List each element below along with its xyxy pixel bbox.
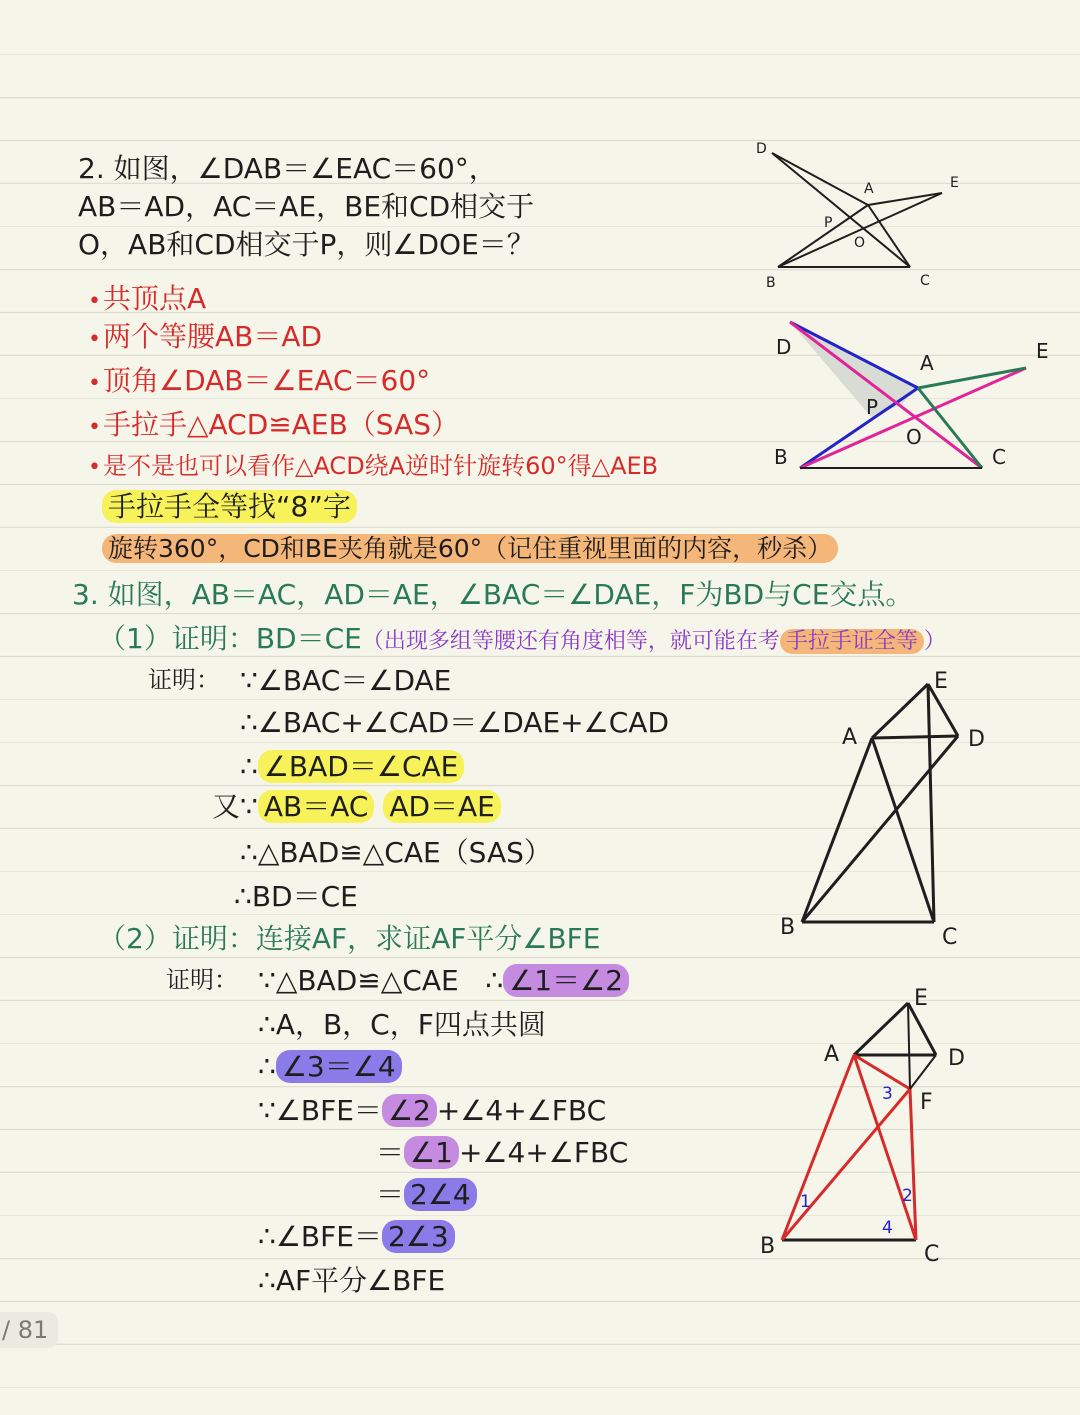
fig1-label-p: P bbox=[824, 215, 833, 231]
proof1-step6: ∴BD＝CE bbox=[234, 880, 358, 913]
proof1-step5: ∴△BAD≌△CAE（SAS） bbox=[240, 836, 552, 869]
proof2-step2: ∴A，B，C，F四点共圆 bbox=[258, 1008, 546, 1041]
note-rotation: •是不是也可以看作△ACD绕A逆时针旋转60°得△AEB bbox=[88, 452, 659, 480]
proof2-step8: ∴AF平分∠BFE bbox=[258, 1264, 446, 1297]
fig3-label-b: B bbox=[780, 915, 796, 940]
tip-find-eight: 手拉手全等找“8”字 bbox=[102, 490, 357, 524]
fig4-label-c: C bbox=[924, 1242, 940, 1267]
proof2-step7: ∴∠BFE＝ 2∠3 bbox=[258, 1220, 455, 1254]
proof2-step6: ＝ 2∠4 bbox=[376, 1178, 477, 1212]
note-common-vertex: •共顶点A bbox=[88, 282, 207, 315]
figure-problem2-colored bbox=[770, 310, 1060, 480]
problem3-question: 3. 如图，AB＝AC，AD＝AE，∠BAC＝∠DAE，F为BD与CE交点。 bbox=[72, 578, 914, 611]
fig4-segment-ef bbox=[908, 1003, 910, 1089]
fig3-segment-ae bbox=[872, 684, 928, 738]
fig2-label-e: E bbox=[1036, 339, 1049, 363]
note-hand-in-hand: •手拉手△ACD≌AEB（SAS） bbox=[88, 408, 460, 441]
note-two-isosceles: •两个等腰AB＝AD bbox=[88, 320, 323, 353]
proof2-step1: ∵△BAD≌△CAE ∴ ∠1＝∠2 bbox=[258, 964, 629, 998]
proof2-step5: ＝ ∠1 +∠4+∠FBC bbox=[376, 1136, 629, 1169]
figure-problem2-sketch bbox=[750, 135, 980, 295]
proof1-step2: ∴∠BAC+∠CAD＝∠DAE+∠CAD bbox=[240, 706, 670, 739]
fig1-label-b: B bbox=[766, 275, 776, 291]
proof1-label: 证明： bbox=[148, 666, 220, 694]
proof1-step4: 又∵ AB＝AC AD＝AE bbox=[212, 790, 501, 824]
fig1-label-d: D bbox=[756, 141, 767, 157]
tip-rotation-360: 旋转360°，CD和BE夹角就是60°（记住重视里面的内容，秒杀） bbox=[102, 534, 838, 564]
note-vertex-angle: •顶角∠DAB＝∠EAC＝60° bbox=[88, 364, 431, 397]
figure-problem3-part1 bbox=[778, 668, 1008, 950]
problem2-question-line1: 2. 如图，∠DAB＝∠EAC＝60°， bbox=[78, 152, 497, 185]
fig4-angle-4: 4 bbox=[882, 1218, 893, 1238]
fig2-segment-dc bbox=[790, 322, 982, 468]
fig4-segment-ab bbox=[782, 1055, 854, 1240]
fig3-label-d: D bbox=[968, 727, 985, 752]
fig1-label-o: O bbox=[854, 235, 866, 251]
problem3-part2: （2）证明：连接AF，求证AF平分∠BFE bbox=[98, 922, 601, 955]
fig1-label-e: E bbox=[950, 175, 959, 191]
fig4-label-e: E bbox=[914, 986, 928, 1011]
proof2-step4: ∵∠BFE＝ ∠2 +∠4+∠FBC bbox=[258, 1094, 607, 1127]
fig1-segment-da bbox=[772, 153, 868, 205]
proof2-step3: ∴ ∠3＝∠4 bbox=[258, 1050, 402, 1084]
fig4-label-d: D bbox=[948, 1046, 965, 1071]
fig4-segment-ae bbox=[854, 1003, 908, 1055]
fig2-label-a: A bbox=[920, 351, 934, 375]
fig2-label-c: C bbox=[992, 445, 1006, 469]
problem3-part1: （1）证明：BD＝CE（出现多组等腰还有角度相等，就可能在考 手拉手证全等 ） bbox=[98, 622, 946, 655]
fig2-label-p: P bbox=[866, 395, 879, 419]
fig1-segment-dc bbox=[772, 153, 910, 267]
fig3-segment-ad bbox=[872, 736, 958, 738]
fig3-segment-ec bbox=[928, 684, 934, 922]
proof2-label: 证明： bbox=[166, 966, 238, 994]
proof1-step3: ∴ ∠BAD＝∠CAE bbox=[240, 750, 464, 784]
fig4-segment-fd bbox=[910, 1055, 936, 1089]
problem2-question-line2: AB＝AD，AC＝AE，BE和CD相交于 bbox=[78, 190, 535, 223]
fig4-angle-2: 2 bbox=[902, 1186, 913, 1206]
fig2-label-b: B bbox=[774, 445, 788, 469]
fig4-angle-1: 1 bbox=[800, 1192, 811, 1212]
fig1-label-a: A bbox=[864, 181, 874, 197]
page-indicator: / 81 bbox=[0, 1312, 58, 1348]
fig3-segment-ac bbox=[872, 738, 934, 922]
fig1-segment-ac bbox=[868, 205, 910, 267]
fig4-angle-3: 3 bbox=[882, 1084, 893, 1104]
fig4-label-f: F bbox=[920, 1090, 933, 1115]
fig3-label-c: C bbox=[942, 925, 958, 950]
problem2-question-line3: O，AB和CD相交于P，则∠DOE＝？ bbox=[78, 228, 535, 261]
fig4-label-b: B bbox=[760, 1234, 776, 1259]
fig2-label-d: D bbox=[776, 335, 792, 359]
fig1-segment-be bbox=[778, 193, 942, 267]
fig3-segment-ab bbox=[802, 738, 872, 922]
fig4-segment-fc bbox=[910, 1089, 916, 1240]
proof1-step1: ∵∠BAC＝∠DAE bbox=[240, 664, 452, 697]
fig2-label-o: O bbox=[906, 425, 922, 449]
fig3-label-a: A bbox=[842, 725, 858, 750]
fig4-label-a: A bbox=[824, 1042, 840, 1067]
figure-problem3-part2 bbox=[756, 985, 986, 1270]
fig3-label-e: E bbox=[934, 669, 948, 694]
fig4-segment-ac bbox=[854, 1055, 916, 1240]
fig1-label-c: C bbox=[920, 273, 930, 289]
fig2-segment-ae bbox=[918, 368, 1026, 388]
